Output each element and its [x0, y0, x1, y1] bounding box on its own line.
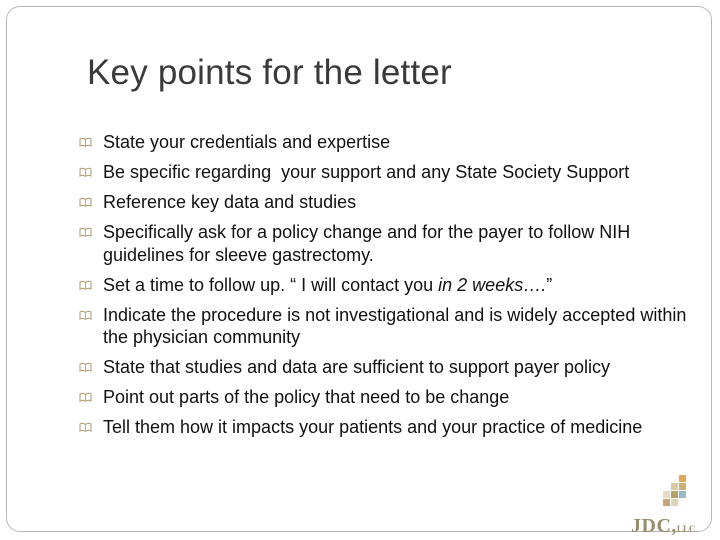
bullet-item [79, 386, 704, 409]
bullet-text: Reference key data and studies [103, 192, 357, 212]
bullet-text: Specifically ask for a policy change and for the payer to follow NIH guidelines for sleeve gastrectomy. [103, 222, 631, 265]
bullet-item [79, 356, 704, 379]
bullet-text: State your credentials and expertise [103, 132, 391, 152]
bullet-item [79, 191, 704, 214]
bullet-text: Tell them how it impacts your patients and your practice of medicine [103, 417, 643, 437]
bullet-item [79, 304, 704, 349]
logo-wordmark [631, 515, 695, 538]
bullet-item [79, 161, 704, 184]
bullet-text: Be specific regarding your support and any State Society Support [103, 162, 630, 182]
open-book-bullet-icon [79, 422, 92, 432]
bullet-text: Point out parts of the policy that need to be change [103, 387, 510, 407]
bullet-text-italic: in 2 weeks…. [438, 274, 547, 295]
open-book-bullet-icon [79, 310, 92, 320]
bullet-item [79, 221, 704, 266]
bullet-text: Indicate the procedure is not investigational and is widely accepted within the physician community [103, 304, 687, 347]
open-book-bullet-icon [79, 392, 92, 402]
slide-frame [6, 6, 712, 537]
bullet-text: State that studies and data are sufficient to support payer policy [103, 357, 610, 377]
bullet-item [79, 131, 704, 154]
open-book-bullet-icon [79, 280, 92, 290]
bullet-text-after: ” [546, 274, 553, 295]
open-book-bullet-icon [79, 227, 92, 237]
bullet-text-before: Set a time to follow up. “ I will contact you [103, 274, 439, 295]
logo-mosaic-icon [651, 473, 691, 513]
open-book-bullet-icon [79, 362, 92, 372]
bullet-item [79, 274, 704, 297]
logo-suffix-text: LLC [676, 524, 696, 534]
open-book-bullet-icon [79, 167, 92, 177]
bullet-item [79, 416, 704, 439]
bullet-list [79, 131, 704, 446]
logo-main-text: JDC, [631, 515, 677, 537]
open-book-bullet-icon [79, 197, 92, 207]
company-logo [631, 473, 696, 537]
open-book-bullet-icon [79, 137, 92, 147]
slide-title: Key points for the letter [87, 53, 452, 92]
